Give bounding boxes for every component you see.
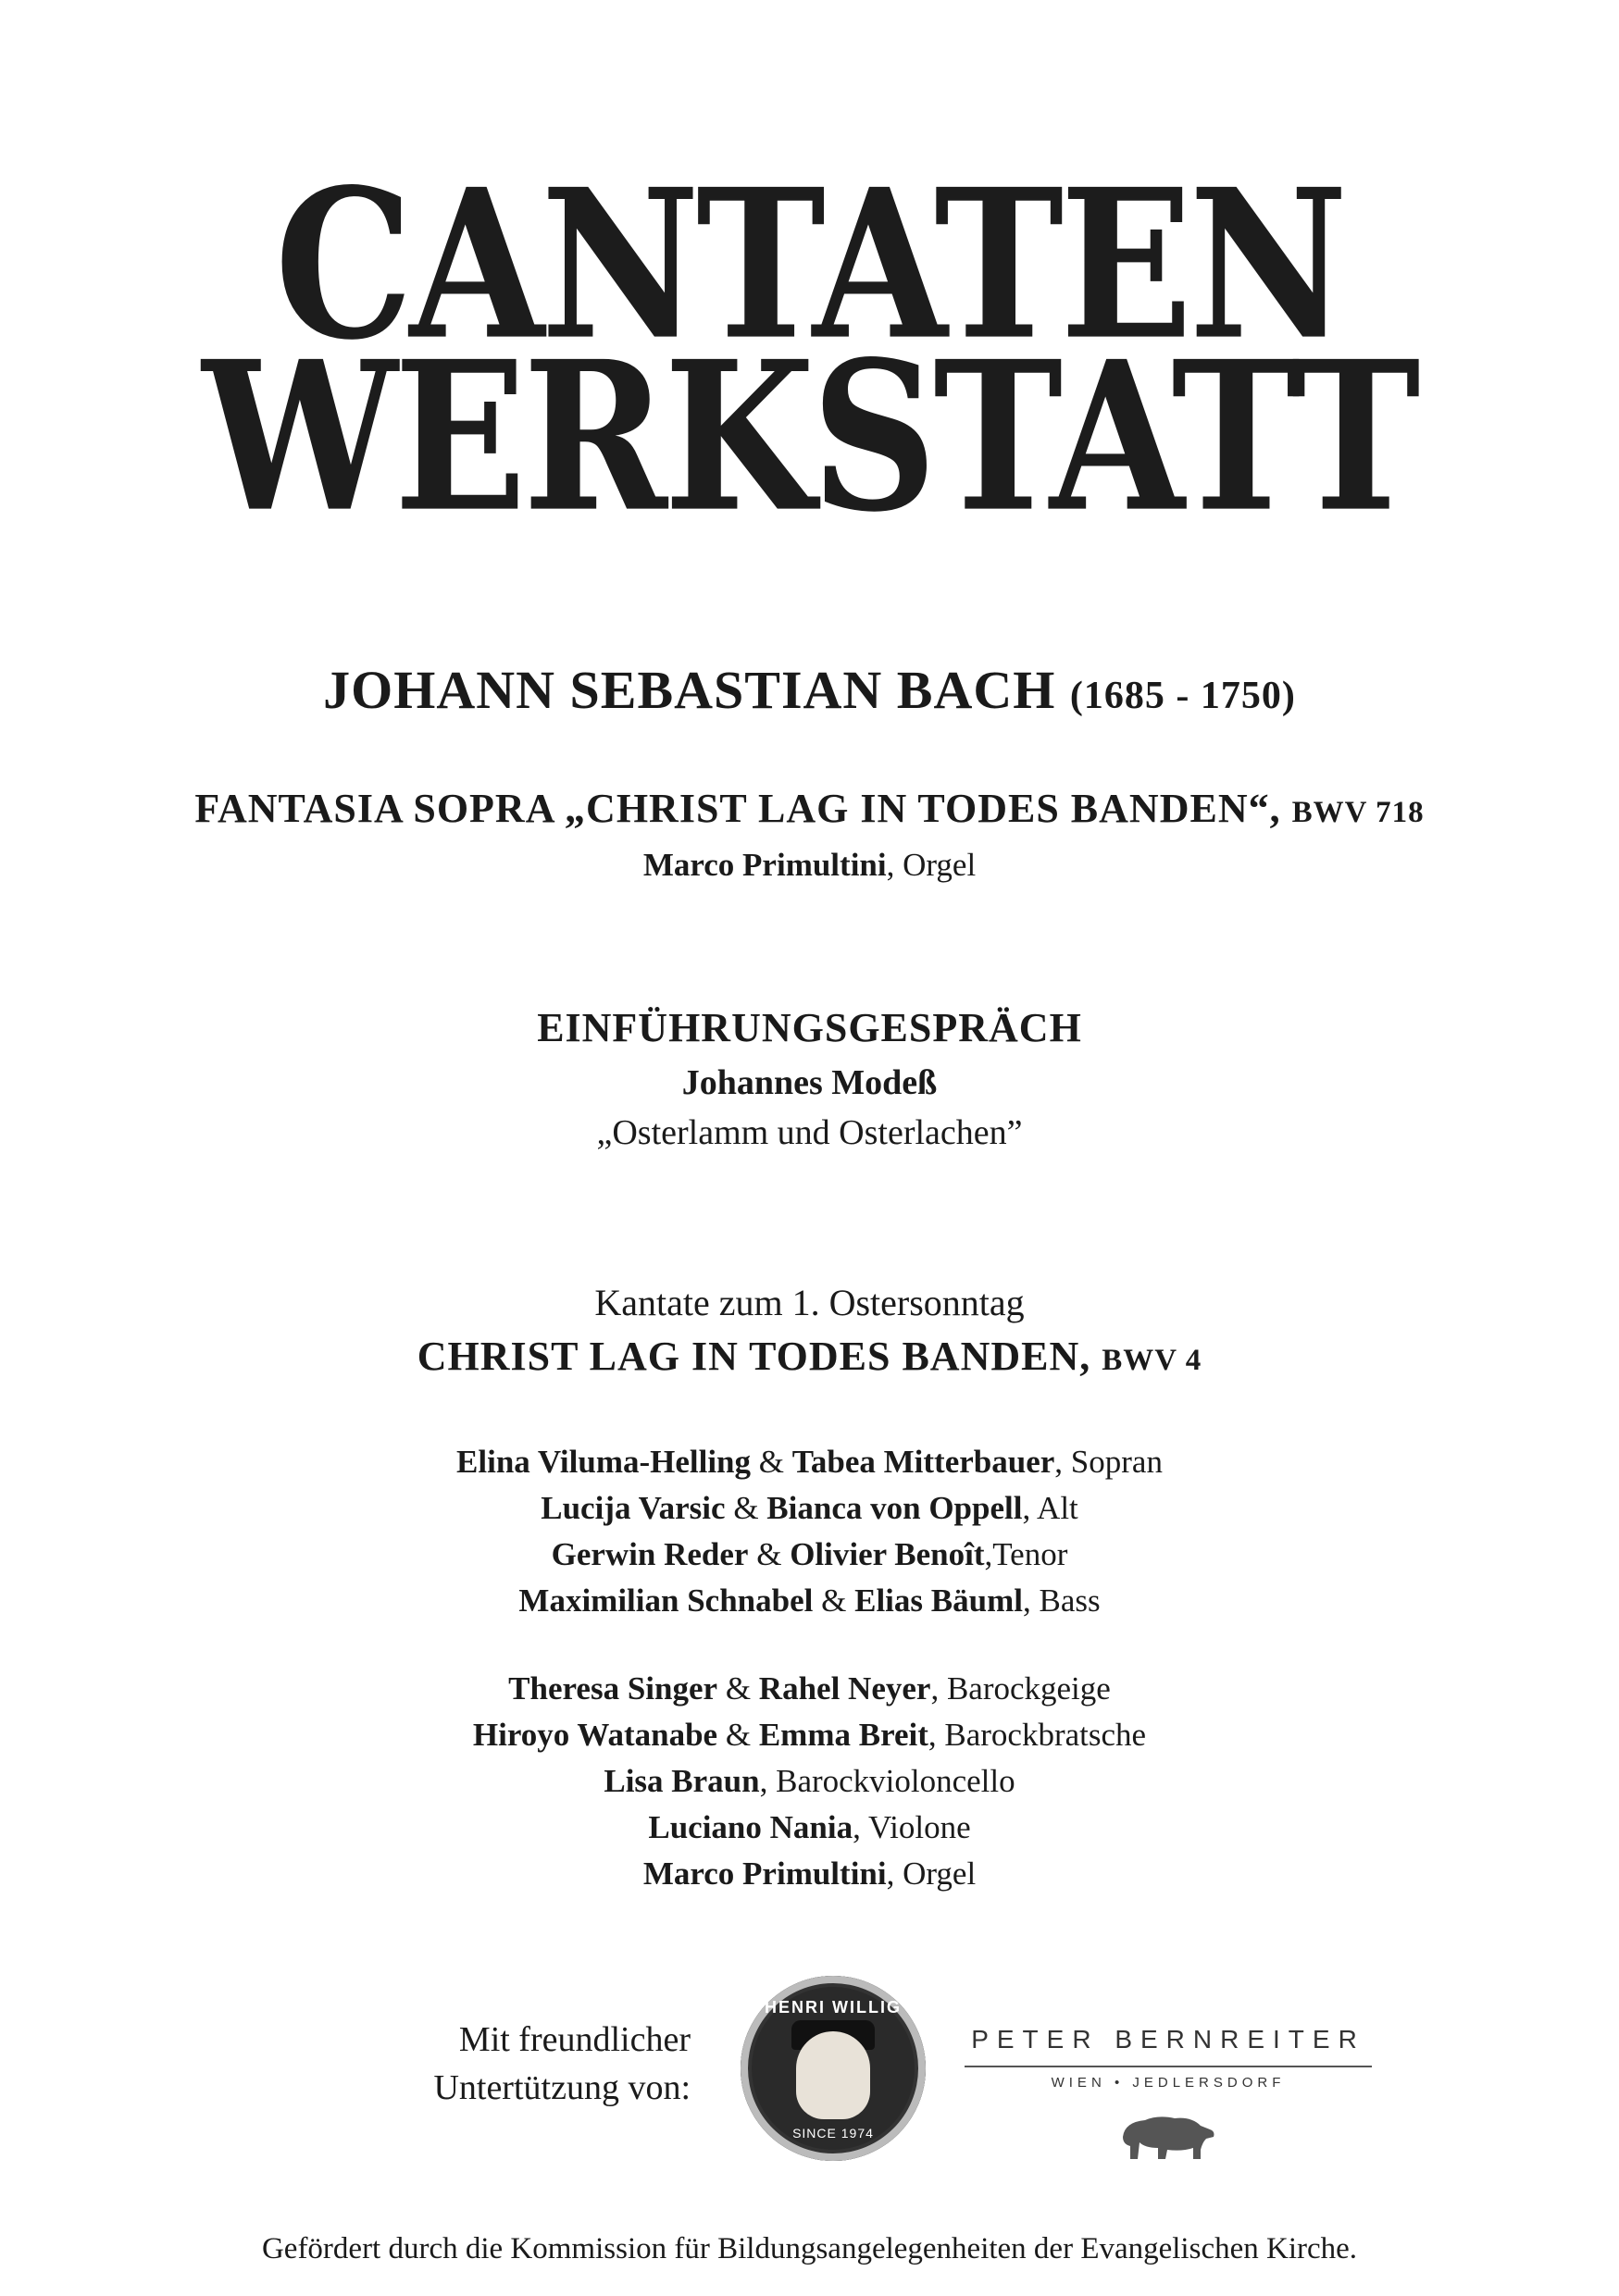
musician-name: Hiroyo Watanabe bbox=[472, 1717, 718, 1753]
musician-name: Emma Breit bbox=[758, 1717, 928, 1753]
ampersand: & bbox=[725, 1490, 767, 1526]
work1-title-line bbox=[0, 785, 1619, 832]
singer-name: Bianca von Oppell bbox=[766, 1490, 1023, 1526]
musician-name: Theresa Singer bbox=[508, 1670, 718, 1706]
ampersand: & bbox=[751, 1444, 792, 1480]
musician-name: Luciano Nania bbox=[648, 1809, 853, 1845]
instrument: , Orgel bbox=[886, 1855, 977, 1892]
composer-name: JOHANN SEBASTIAN BACH bbox=[323, 660, 1056, 720]
logo-line-1: CANTATEN bbox=[274, 143, 1345, 386]
seal-name: HENRI WILLIG bbox=[765, 1998, 902, 2017]
singer-name: Elias Bäuml bbox=[854, 1582, 1023, 1619]
voice-part: ,Tenor bbox=[984, 1536, 1068, 1572]
henri-willig-seal-logo bbox=[741, 1976, 926, 2161]
sponsor-thanks bbox=[228, 2016, 691, 2112]
sponsor-thanks-line-1: Mit freundlicher bbox=[458, 2020, 691, 2059]
peter-bernreiter-logo bbox=[955, 2025, 1381, 2161]
singer-name: Tabea Mitterbauer bbox=[791, 1444, 1055, 1480]
singer-name: Gerwin Reder bbox=[551, 1536, 749, 1572]
singer-row bbox=[0, 1578, 1619, 1624]
footer-funding-note: Gefördert durch die Kommission für Bildungsangelegenheiten der Evangelischen Kirche. bbox=[261, 2232, 1358, 2265]
work1-performer-line bbox=[0, 847, 1619, 884]
singer-name: Olivier Benoît bbox=[790, 1536, 985, 1572]
instrumentalist-row bbox=[0, 1851, 1619, 1897]
talk-title: „Osterlamm und Osterlachen” bbox=[596, 1113, 1023, 1152]
instrument: , Barockvioloncello bbox=[759, 1763, 1015, 1799]
instrumentalist-row bbox=[0, 1712, 1619, 1758]
composer-dates: (1685 - 1750) bbox=[1069, 675, 1296, 717]
composer-heading bbox=[0, 659, 1619, 721]
singer-row bbox=[0, 1439, 1619, 1485]
instrument: , Barockgeige bbox=[930, 1670, 1111, 1706]
ampersand: & bbox=[813, 1582, 855, 1619]
musician-name: Marco Primultini bbox=[642, 1855, 887, 1892]
singer-row bbox=[0, 1532, 1619, 1578]
talk-heading: EINFÜHRUNGSGESPRÄCH bbox=[537, 1005, 1082, 1050]
instrument: , Barockbratsche bbox=[928, 1717, 1147, 1753]
work1-bwv: BWV 718 bbox=[1291, 796, 1425, 829]
ampersand: & bbox=[717, 1717, 759, 1753]
singer-name: Elina Viluma-Helling bbox=[456, 1444, 752, 1480]
ampersand: & bbox=[717, 1670, 759, 1706]
seal-portrait-icon bbox=[796, 2031, 870, 2119]
cantata-title: CHRIST LAG IN TODES BANDEN, bbox=[417, 1334, 1091, 1379]
cantata-occasion: Kantate zum 1. Ostersonntag bbox=[594, 1282, 1025, 1323]
voice-part: , Sopran bbox=[1054, 1444, 1163, 1480]
cantata-bwv: BWV 4 bbox=[1102, 1344, 1202, 1377]
voice-part: , Alt bbox=[1022, 1490, 1078, 1526]
work1-role: , Orgel bbox=[886, 847, 977, 883]
musician-name: Rahel Neyer bbox=[758, 1670, 931, 1706]
singer-row bbox=[0, 1485, 1619, 1532]
pb-divider bbox=[965, 2066, 1372, 2067]
singer-name: Lucija Varsic bbox=[541, 1490, 726, 1526]
pb-name: PETER BERNREITER bbox=[971, 2025, 1365, 2054]
talk-speaker: Johannes Modeß bbox=[681, 1063, 938, 1102]
voice-part: , Bass bbox=[1022, 1582, 1101, 1619]
logo-line-2: WERKSTATT bbox=[202, 316, 1417, 558]
seal-since: SINCE 1974 bbox=[792, 2126, 874, 2141]
singer-name: Maximilian Schnabel bbox=[518, 1582, 814, 1619]
sponsor-thanks-line-2: Untertützung von: bbox=[433, 2068, 691, 2107]
pb-location: WIEN • JEDLERSDORF bbox=[1051, 2075, 1286, 2091]
instrument: , Violone bbox=[853, 1809, 971, 1845]
singers-list bbox=[0, 1439, 1619, 1624]
musician-name: Lisa Braun bbox=[604, 1763, 760, 1799]
instrumentalist-row bbox=[0, 1805, 1619, 1851]
work1-title: FANTASIA SOPRA „CHRIST LAG IN TODES BANDEN“, bbox=[194, 786, 1281, 831]
instrumentalist-row bbox=[0, 1666, 1619, 1712]
instrumentalists-list bbox=[0, 1666, 1619, 1897]
instrumentalist-row bbox=[0, 1758, 1619, 1805]
work1-performer: Marco Primultini bbox=[642, 847, 887, 883]
ampersand: & bbox=[748, 1536, 791, 1572]
bear-icon bbox=[1117, 2109, 1219, 2161]
cantata-title-line bbox=[0, 1333, 1619, 1380]
